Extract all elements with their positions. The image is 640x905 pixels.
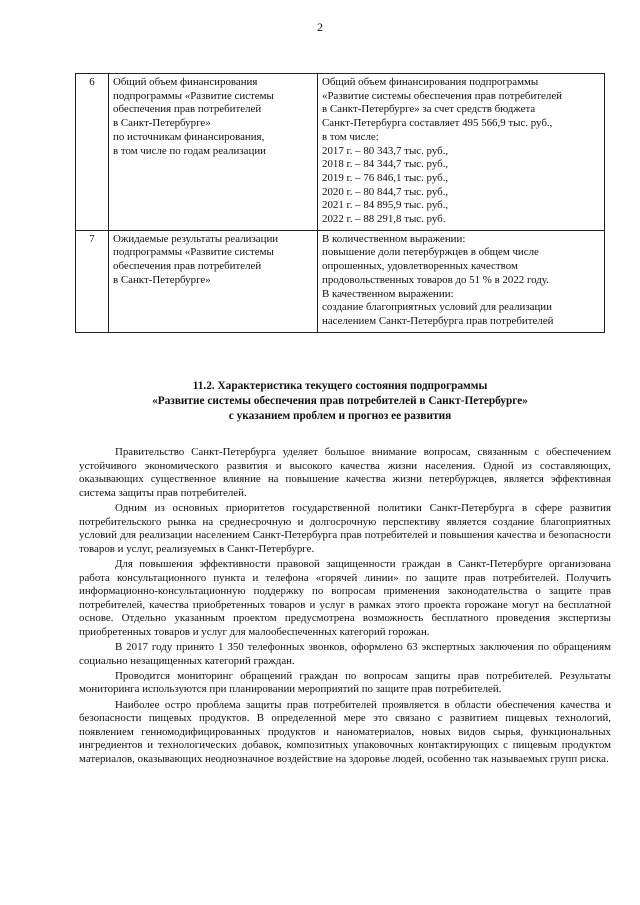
text-line: в Санкт-Петербурге»	[113, 117, 211, 130]
text-line: «Развитие системы обеспечения прав потребителей	[322, 89, 562, 102]
table-row-expected-results	[76, 230, 605, 332]
funding-year-2020: 2020 г. – 80 844,7 тыс. руб.,	[322, 185, 449, 198]
row-number: 7	[76, 230, 109, 332]
parameter-value	[318, 74, 605, 231]
text-line: Ожидаемые результаты реализации	[113, 232, 279, 245]
parameter-name	[109, 74, 318, 231]
funding-year-2019: 2019 г. – 76 846,1 тыс. руб.,	[322, 171, 449, 184]
text-line: в том числе по годам реализации	[113, 144, 266, 157]
subprogram-passport-table	[75, 73, 605, 333]
parameter-value	[318, 230, 605, 332]
section-heading-line: с указанием проблем и прогноз ее развития	[228, 410, 452, 422]
text-line: подпрограммы «Развитие системы	[113, 89, 274, 102]
section-heading-line: «Развитие системы обеспечения прав потребителей в Санкт-Петербурге»	[152, 395, 528, 407]
text-line: Общий объем финансирования	[113, 76, 258, 88]
text-line: в том числе:	[322, 130, 379, 143]
table-row-financing	[76, 74, 605, 231]
text-line: обеспечения прав потребителей	[113, 103, 262, 116]
text-line: обеспечения прав потребителей	[113, 260, 262, 273]
section-heading	[70, 379, 610, 424]
text-line: продовольственных товаров до 51 % в 2022 году.	[322, 273, 549, 286]
paragraph: Наиболее остро проблема защиты прав потребителей проявляется в области обеспечения качества и безопасности пищевых продуктов. В определенной мере это связано с развитием пищевых технологий, появлением генномодифицированных продуктов и наноматериалов, новых видов сырья, функциональных ингредиентов и технологических добавок, композитных упаковочных контактирующих с пищевым продуктом материалов, оказывающих неоднозначное воздействие на здоровье людей, особенно так называемых групп риска.	[79, 698, 611, 766]
funding-year-2022: 2022 г. – 88 291,8 тыс. руб.	[322, 213, 446, 226]
text-line: по источникам финансирования,	[113, 130, 265, 143]
text-line: подпрограммы «Развитие системы	[113, 246, 274, 259]
funding-year-2018: 2018 г. – 84 344,7 тыс. руб.,	[322, 158, 449, 171]
text-line: повышение доли петербуржцев в общем числе	[322, 246, 539, 259]
text-line: опрошенных, удовлетворенных качеством	[322, 260, 518, 273]
text-line: создание благоприятных условий для реализации	[322, 301, 552, 314]
text-line: в Санкт-Петербурге»	[113, 273, 211, 286]
page-number: 2	[317, 20, 323, 34]
paragraph: Проводится мониторинг обращений граждан по вопросам защиты прав потребителей. Результаты мониторинга используются при планировании мероприятий по защите прав потребителей.	[79, 669, 611, 696]
parameter-name	[109, 230, 318, 332]
body-text	[79, 446, 611, 768]
row-number: 6	[76, 74, 109, 231]
funding-year-2021: 2021 г. – 84 895,9 тыс. руб.,	[322, 199, 449, 212]
paragraph: Одним из основных приоритетов государственной политики Санкт-Петербурга в сфере развития потребительского рынка на среднесрочную и долгосрочную перспективу является создание благоприятных условий для реализации населением Санкт-Петербурга прав потребителей и повышения качества и безопасности товаров и услуг, реализуемых в Санкт-Петербурге.	[79, 501, 611, 555]
text-line: Санкт-Петербурга составляет 495 566,9 тыс. руб.,	[322, 117, 553, 130]
text-line: В качественном выражении:	[322, 287, 454, 300]
funding-year-2017: 2017 г. – 80 343,7 тыс. руб.,	[322, 144, 449, 157]
text-line: Общий объем финансирования подпрограммы	[322, 76, 539, 88]
paragraph: В 2017 году принято 1 350 телефонных звонков, оформлено 63 экспертных заключения по обращениям социально незащищенных категорий граждан.	[79, 641, 611, 667]
section-heading-line: 11.2. Характеристика текущего состояния подпрограммы	[192, 380, 488, 392]
text-line: В количественном выражении:	[322, 232, 466, 245]
text-line: в Санкт-Петербурге» за счет средств бюджета	[322, 103, 536, 116]
paragraph: Правительство Санкт-Петербурга уделяет большое внимание вопросам, связанным с обеспечением устойчивого экономического развития и высокого качества жизни населения. Одной из составляющих, оказывающих существенное влияние на повышение качества жизни петербуржцев, является эффективная система защиты прав потребителей.	[79, 446, 611, 499]
text-line: населением Санкт-Петербурга прав потребителей	[322, 314, 554, 327]
paragraph: Для повышения эффективности правовой защищенности граждан в Санкт-Петербурге организована работа консультационного пункта и телефона «горячей линии» по защите прав потребителей. Получить информационно-консультационную поддержку по вопросам применения законодательства о защите прав потребителей, качества приобретенных товаров и услуг в рамках этого проекта горожане могут на бесплатной основе. Отдельно указанным проектом предусмотрена возможность бесплатного проведения экспертизы приобретенных товаров и услуг для малообеспеченных категорий горожан.	[79, 557, 611, 638]
